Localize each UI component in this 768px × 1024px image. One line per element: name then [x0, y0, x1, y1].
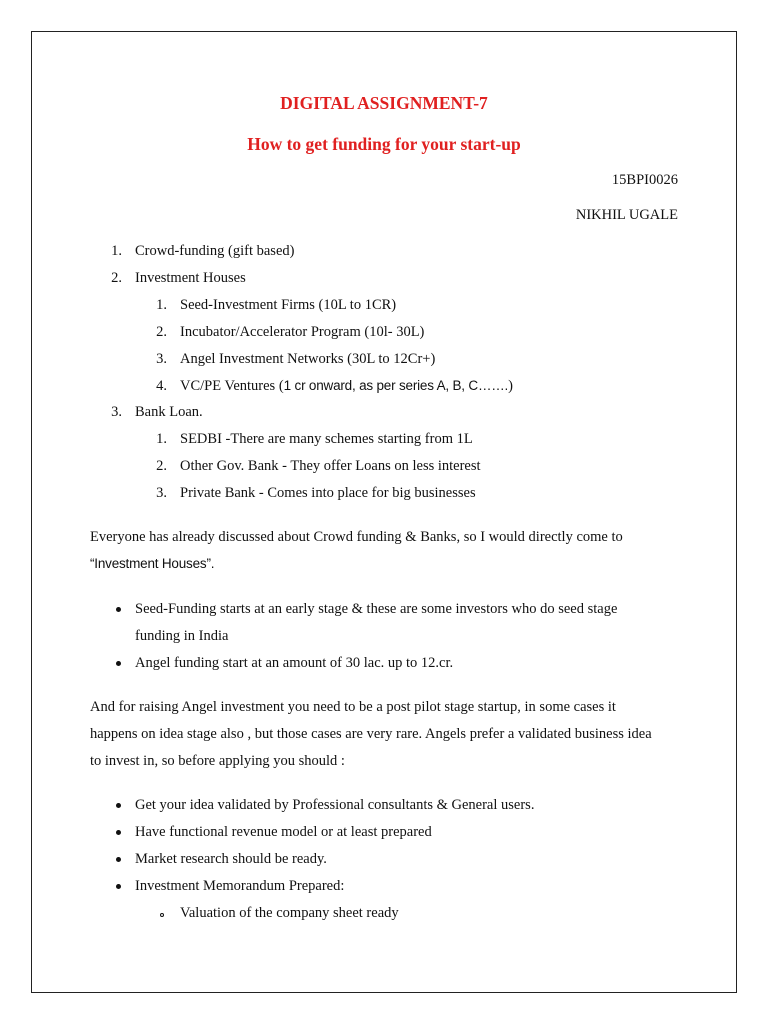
list-number: 1. — [111, 243, 122, 259]
list-number: 1. — [156, 431, 167, 447]
list-number: 2. — [156, 458, 167, 474]
list-number: 4. — [156, 378, 167, 394]
bullet-icon — [116, 607, 121, 612]
paragraph-line: “Investment Houses”. — [90, 556, 215, 571]
list-item-part: VC/PE Ventures ( — [180, 378, 284, 394]
list-item: Seed-Investment Firms (10L to 1CR) — [180, 297, 397, 313]
list-item — [180, 378, 513, 395]
bullet-icon — [116, 884, 121, 889]
list-item: Incubator/Accelerator Program (10l- 30L) — [180, 324, 425, 340]
list-number: 3. — [156, 485, 167, 501]
student-name: NIKHIL UGALE — [575, 207, 678, 223]
bullet-text: Investment Memorandum Prepared: — [135, 878, 345, 894]
student-id: 15BPI0026 — [611, 172, 678, 188]
bullet-text: Have functional revenue model or at least prepared — [135, 824, 432, 840]
sub-bullet-icon — [160, 913, 164, 917]
bullet-text: Seed-Funding starts at an early stage & these are some investors who do seed stage — [135, 601, 618, 617]
paragraph-line: And for raising Angel investment you need to be a post pilot stage startup, in some cases it — [90, 699, 616, 715]
document-title: DIGITAL ASSIGNMENT-7 — [280, 93, 488, 113]
list-item: Investment Houses — [135, 270, 246, 286]
list-item: SEDBI -There are many schemes starting from 1L — [180, 431, 473, 447]
list-number: 2. — [111, 270, 122, 286]
document-subtitle: How to get funding for your start-up — [247, 134, 521, 154]
list-item-part: ) — [508, 378, 513, 394]
list-number: 3. — [111, 404, 122, 420]
bullet-text: Get your idea validated by Professional consultants & General users. — [135, 797, 535, 813]
bullet-icon — [116, 803, 121, 808]
list-item: Crowd-funding (gift based) — [135, 243, 295, 259]
list-number: 2. — [156, 324, 167, 340]
bullet-text: Market research should be ready. — [135, 851, 327, 867]
paragraph-line: Everyone has already discussed about Crowd funding & Banks, so I would directly come to — [90, 529, 623, 545]
bullet-text: Angel funding start at an amount of 30 lac. up to 12.cr. — [135, 655, 454, 671]
bullet-icon — [116, 661, 121, 666]
list-number: 3. — [156, 351, 167, 367]
list-item: Other Gov. Bank - They offer Loans on less interest — [180, 458, 481, 474]
list-number: 1. — [156, 297, 167, 313]
bullet-text: funding in India — [135, 628, 229, 644]
bullet-icon — [116, 830, 121, 835]
sub-bullet-text: Valuation of the company sheet ready — [180, 905, 399, 921]
paragraph-line: to invest in, so before applying you should : — [90, 753, 345, 769]
list-item: Bank Loan. — [135, 404, 203, 420]
paragraph-line: happens on idea stage also , but those cases are very rare. Angels prefer a validated business idea — [90, 726, 652, 742]
list-item: Angel Investment Networks (30L to 12Cr+) — [180, 351, 436, 367]
bullet-icon — [116, 857, 121, 862]
list-item-part: 1 cr onward, as per series A, B, C……. — [283, 378, 509, 393]
list-item: Private Bank - Comes into place for big businesses — [180, 485, 476, 501]
